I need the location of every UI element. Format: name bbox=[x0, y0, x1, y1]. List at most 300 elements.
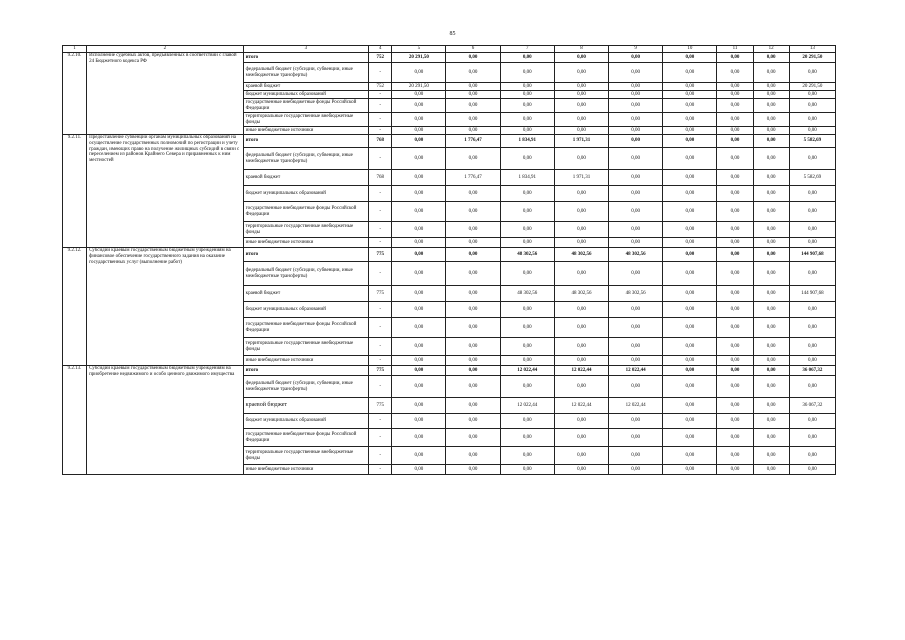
amount-cell: 0,00 bbox=[663, 356, 717, 366]
amount-cell: 0,00 bbox=[446, 63, 500, 83]
amount-cell: 0,00 bbox=[609, 356, 663, 366]
amount-cell: 0,00 bbox=[663, 447, 717, 465]
amount-cell: 0,00 bbox=[717, 318, 753, 338]
funding-source: территориальные государственные внебюджетные фонды bbox=[243, 222, 368, 238]
amount-cell: 1 834,91 bbox=[500, 135, 554, 148]
amount-cell: 0,00 bbox=[500, 356, 554, 366]
amount-cell: 0,00 bbox=[663, 135, 717, 148]
amount-cell: 0,00 bbox=[554, 83, 608, 91]
amount-cell: 0,00 bbox=[789, 338, 835, 356]
kbk-code: - bbox=[369, 465, 392, 475]
amount-cell: 0,00 bbox=[753, 127, 789, 135]
amount-cell: 0,00 bbox=[663, 318, 717, 338]
funding-source: иные внебюджетные источники bbox=[243, 127, 368, 135]
amount-cell: 0,00 bbox=[663, 248, 717, 262]
amount-cell: 0,00 bbox=[717, 99, 753, 113]
amount-cell: 0,00 bbox=[446, 318, 500, 338]
amount-cell: 0,00 bbox=[446, 447, 500, 465]
table-body bbox=[63, 46, 836, 475]
amount-cell: 0,00 bbox=[753, 170, 789, 186]
amount-cell: 0,00 bbox=[753, 447, 789, 465]
amount-cell: 0,00 bbox=[609, 238, 663, 248]
amount-cell: 0,00 bbox=[554, 338, 608, 356]
amount-cell: 5 582,69 bbox=[789, 170, 835, 186]
amount-cell: 0,00 bbox=[446, 465, 500, 475]
amount-cell: 0,00 bbox=[663, 366, 717, 376]
funding-source: иные внебюджетные источники bbox=[243, 356, 368, 366]
amount-cell: 0,00 bbox=[753, 429, 789, 447]
amount-cell: 0,00 bbox=[717, 113, 753, 127]
amount-cell: 0,00 bbox=[392, 135, 446, 148]
amount-cell: 0,00 bbox=[392, 248, 446, 262]
amount-cell: 0,00 bbox=[500, 53, 554, 63]
amount-cell: 0,00 bbox=[717, 302, 753, 318]
kbk-code: - bbox=[369, 376, 392, 398]
funding-source: итого bbox=[243, 248, 368, 262]
amount-cell: 0,00 bbox=[753, 202, 789, 222]
amount-cell: 1 776,47 bbox=[446, 170, 500, 186]
amount-cell: 0,00 bbox=[753, 148, 789, 170]
amount-cell: 0,00 bbox=[717, 83, 753, 91]
amount-cell: 0,00 bbox=[554, 465, 608, 475]
amount-cell: 0,00 bbox=[717, 202, 753, 222]
amount-cell: 0,00 bbox=[554, 148, 608, 170]
amount-cell: 0,00 bbox=[500, 465, 554, 475]
kbk-code: - bbox=[369, 262, 392, 286]
budget-table bbox=[62, 45, 836, 475]
amount-cell: 0,00 bbox=[392, 414, 446, 429]
amount-cell: 0,00 bbox=[753, 83, 789, 91]
amount-cell: 0,00 bbox=[663, 127, 717, 135]
amount-cell: 0,00 bbox=[500, 113, 554, 127]
amount-cell: 0,00 bbox=[392, 429, 446, 447]
amount-cell: 0,00 bbox=[717, 447, 753, 465]
kbk-code: - bbox=[369, 63, 392, 83]
kbk-code: - bbox=[369, 318, 392, 338]
amount-cell: 0,00 bbox=[789, 91, 835, 99]
amount-cell: 0,00 bbox=[609, 302, 663, 318]
funding-source: федеральный бюджет (субсидии, субвенции, иные межбюджетные трансферты) bbox=[243, 63, 368, 83]
amount-cell: 0,00 bbox=[446, 202, 500, 222]
amount-cell: 0,00 bbox=[717, 465, 753, 475]
amount-cell: 0,00 bbox=[392, 170, 446, 186]
amount-cell: 0,00 bbox=[500, 447, 554, 465]
amount-cell: 0,00 bbox=[663, 262, 717, 286]
amount-cell: 0,00 bbox=[554, 429, 608, 447]
amount-cell: 0,00 bbox=[446, 222, 500, 238]
amount-cell: 48 302,56 bbox=[609, 248, 663, 262]
amount-cell: 48 302,56 bbox=[609, 286, 663, 302]
amount-cell: 0,00 bbox=[446, 286, 500, 302]
amount-cell: 0,00 bbox=[753, 186, 789, 202]
amount-cell: 0,00 bbox=[789, 99, 835, 113]
amount-cell: 0,00 bbox=[717, 127, 753, 135]
funding-source: краевой бюджет bbox=[243, 170, 368, 186]
amount-cell: 0,00 bbox=[500, 414, 554, 429]
amount-cell: 0,00 bbox=[789, 465, 835, 475]
amount-cell: 0,00 bbox=[663, 99, 717, 113]
amount-cell: 0,00 bbox=[609, 376, 663, 398]
amount-cell: 0,00 bbox=[392, 186, 446, 202]
kbk-code: - bbox=[369, 302, 392, 318]
amount-cell: 0,00 bbox=[753, 366, 789, 376]
kbk-code: - bbox=[369, 429, 392, 447]
header-cell: 1 bbox=[63, 46, 87, 53]
amount-cell: 12 022,44 bbox=[609, 366, 663, 376]
kbk-code: - bbox=[369, 447, 392, 465]
amount-cell: 0,00 bbox=[609, 338, 663, 356]
amount-cell: 0,00 bbox=[554, 202, 608, 222]
page-number: 85 bbox=[449, 31, 456, 37]
amount-cell: 0,00 bbox=[753, 356, 789, 366]
amount-cell: 0,00 bbox=[717, 376, 753, 398]
amount-cell: 0,00 bbox=[753, 91, 789, 99]
header-cell: 3 bbox=[243, 46, 368, 53]
amount-cell: 0,00 bbox=[392, 222, 446, 238]
amount-cell: 0,00 bbox=[789, 262, 835, 286]
amount-cell: 0,00 bbox=[392, 302, 446, 318]
amount-cell: 0,00 bbox=[753, 222, 789, 238]
amount-cell: 0,00 bbox=[392, 113, 446, 127]
amount-cell: 0,00 bbox=[753, 414, 789, 429]
amount-cell: 0,00 bbox=[554, 63, 608, 83]
section-code: 9.2.10. bbox=[63, 53, 87, 135]
amount-cell: 0,00 bbox=[717, 53, 753, 63]
amount-cell: 0,00 bbox=[717, 398, 753, 414]
table-row bbox=[63, 248, 836, 262]
amount-cell: 0,00 bbox=[446, 83, 500, 91]
funding-source: государственные внебюджетные фонды Российской Федерации bbox=[243, 429, 368, 447]
amount-cell: 0,00 bbox=[392, 447, 446, 465]
amount-cell: 0,00 bbox=[446, 366, 500, 376]
amount-cell: 20 291,50 bbox=[392, 53, 446, 63]
amount-cell: 0,00 bbox=[609, 99, 663, 113]
amount-cell: 0,00 bbox=[500, 186, 554, 202]
funding-source: краевой бюджет bbox=[243, 83, 368, 91]
amount-cell: 0,00 bbox=[663, 414, 717, 429]
header-cell: 4 bbox=[369, 46, 392, 53]
amount-cell: 144 907,68 bbox=[789, 286, 835, 302]
amount-cell: 0,00 bbox=[753, 248, 789, 262]
funding-source: территориальные государственные внебюджетные фонды bbox=[243, 113, 368, 127]
amount-cell: 0,00 bbox=[609, 127, 663, 135]
amount-cell: 0,00 bbox=[789, 238, 835, 248]
kbk-code: - bbox=[369, 238, 392, 248]
amount-cell: 5 582,69 bbox=[789, 135, 835, 148]
amount-cell: 0,00 bbox=[717, 414, 753, 429]
funding-source: краевой бюджет bbox=[243, 286, 368, 302]
funding-source: территориальные государственные внебюджетные фонды bbox=[243, 338, 368, 356]
funding-source: иные внебюджетные источники bbox=[243, 465, 368, 475]
amount-cell: 0,00 bbox=[789, 222, 835, 238]
amount-cell: 0,00 bbox=[609, 262, 663, 286]
amount-cell: 0,00 bbox=[392, 262, 446, 286]
funding-source: бюджет муниципальных образований bbox=[243, 91, 368, 99]
header-cell: 7 bbox=[500, 46, 554, 53]
amount-cell: 0,00 bbox=[392, 398, 446, 414]
amount-cell: 0,00 bbox=[392, 63, 446, 83]
amount-cell: 0,00 bbox=[609, 83, 663, 91]
amount-cell: 0,00 bbox=[663, 202, 717, 222]
funding-source: итого bbox=[243, 53, 368, 63]
amount-cell: 36 067,32 bbox=[789, 366, 835, 376]
amount-cell: 0,00 bbox=[392, 202, 446, 222]
header-cell: 8 bbox=[554, 46, 608, 53]
funding-source: краевой бюджет bbox=[243, 398, 368, 414]
amount-cell: 0,00 bbox=[609, 202, 663, 222]
amount-cell: 0,00 bbox=[717, 262, 753, 286]
amount-cell: 0,00 bbox=[392, 376, 446, 398]
amount-cell: 0,00 bbox=[554, 222, 608, 238]
amount-cell: 0,00 bbox=[753, 135, 789, 148]
amount-cell: 0,00 bbox=[500, 238, 554, 248]
amount-cell: 12 022,44 bbox=[554, 398, 608, 414]
amount-cell: 0,00 bbox=[554, 376, 608, 398]
amount-cell: 0,00 bbox=[554, 414, 608, 429]
amount-cell: 0,00 bbox=[663, 113, 717, 127]
amount-cell: 0,00 bbox=[446, 99, 500, 113]
amount-cell: 0,00 bbox=[663, 186, 717, 202]
amount-cell: 0,00 bbox=[609, 186, 663, 202]
amount-cell: 0,00 bbox=[446, 302, 500, 318]
amount-cell: 0,00 bbox=[500, 99, 554, 113]
amount-cell: 0,00 bbox=[753, 262, 789, 286]
amount-cell: 0,00 bbox=[554, 262, 608, 286]
amount-cell: 0,00 bbox=[500, 148, 554, 170]
amount-cell: 0,00 bbox=[392, 356, 446, 366]
amount-cell: 0,00 bbox=[609, 91, 663, 99]
kbk-code: - bbox=[369, 186, 392, 202]
amount-cell: 0,00 bbox=[753, 63, 789, 83]
amount-cell: 0,00 bbox=[789, 376, 835, 398]
kbk-code: - bbox=[369, 99, 392, 113]
amount-cell: 0,00 bbox=[446, 262, 500, 286]
amount-cell: 0,00 bbox=[663, 238, 717, 248]
amount-cell: 0,00 bbox=[500, 202, 554, 222]
header-cell: 2 bbox=[87, 46, 244, 53]
amount-cell: 0,00 bbox=[609, 447, 663, 465]
kbk-code: 775 bbox=[369, 286, 392, 302]
amount-cell: 0,00 bbox=[663, 53, 717, 63]
funding-source: итого bbox=[243, 135, 368, 148]
amount-cell: 0,00 bbox=[753, 99, 789, 113]
amount-cell: 0,00 bbox=[753, 53, 789, 63]
amount-cell: 0,00 bbox=[554, 113, 608, 127]
amount-cell: 0,00 bbox=[554, 238, 608, 248]
header-cell: 13 bbox=[789, 46, 835, 53]
amount-cell: 0,00 bbox=[717, 429, 753, 447]
amount-cell: 0,00 bbox=[446, 91, 500, 99]
amount-cell: 1 971,31 bbox=[554, 170, 608, 186]
amount-cell: 0,00 bbox=[392, 465, 446, 475]
amount-cell: 0,00 bbox=[717, 170, 753, 186]
amount-cell: 1 776,47 bbox=[446, 135, 500, 148]
header-cell: 6 bbox=[446, 46, 500, 53]
section-title: Субсидии краевым государственным бюджетным учреждениям на финансовое обеспечение государственного задания на оказание государственных услуг (выполнение работ) bbox=[87, 248, 244, 366]
table-row bbox=[63, 366, 836, 376]
funding-source: бюджет муниципальных образований bbox=[243, 414, 368, 429]
amount-cell: 0,00 bbox=[789, 148, 835, 170]
kbk-code: 775 bbox=[369, 248, 392, 262]
amount-cell: 0,00 bbox=[663, 465, 717, 475]
amount-cell: 0,00 bbox=[446, 186, 500, 202]
amount-cell: 0,00 bbox=[609, 222, 663, 238]
amount-cell: 0,00 bbox=[753, 318, 789, 338]
amount-cell: 48 302,56 bbox=[500, 248, 554, 262]
amount-cell: 0,00 bbox=[753, 286, 789, 302]
amount-cell: 0,00 bbox=[717, 135, 753, 148]
amount-cell: 20 291,50 bbox=[789, 83, 835, 91]
amount-cell: 0,00 bbox=[609, 148, 663, 170]
amount-cell: 12 022,44 bbox=[609, 398, 663, 414]
funding-source: итого bbox=[243, 366, 368, 376]
amount-cell: 0,00 bbox=[500, 262, 554, 286]
amount-cell: 0,00 bbox=[609, 414, 663, 429]
amount-cell: 0,00 bbox=[789, 63, 835, 83]
amount-cell: 0,00 bbox=[392, 91, 446, 99]
amount-cell: 0,00 bbox=[789, 127, 835, 135]
amount-cell: 0,00 bbox=[717, 222, 753, 238]
amount-cell: 12 022,44 bbox=[554, 366, 608, 376]
section-code: 9.2.13. bbox=[63, 366, 87, 475]
amount-cell: 12 022,44 bbox=[500, 366, 554, 376]
amount-cell: 0,00 bbox=[789, 356, 835, 366]
amount-cell: 0,00 bbox=[789, 202, 835, 222]
amount-cell: 0,00 bbox=[446, 113, 500, 127]
amount-cell: 0,00 bbox=[554, 127, 608, 135]
amount-cell: 0,00 bbox=[609, 465, 663, 475]
kbk-code: 775 bbox=[369, 398, 392, 414]
amount-cell: 0,00 bbox=[500, 302, 554, 318]
kbk-code: 775 bbox=[369, 366, 392, 376]
kbk-code: - bbox=[369, 222, 392, 238]
amount-cell: 0,00 bbox=[663, 286, 717, 302]
amount-cell: 0,00 bbox=[500, 318, 554, 338]
amount-cell: 0,00 bbox=[446, 53, 500, 63]
funding-source: федеральный бюджет (субсидии, субвенции, иные межбюджетные трансферты) bbox=[243, 262, 368, 286]
funding-source: федеральный бюджет (субсидии, субвенции, иные межбюджетные трансферты) bbox=[243, 148, 368, 170]
funding-source: государственные внебюджетные фонды Российской Федерации bbox=[243, 318, 368, 338]
amount-cell: 0,00 bbox=[392, 99, 446, 113]
header-cell: 5 bbox=[392, 46, 446, 53]
kbk-code: - bbox=[369, 338, 392, 356]
amount-cell: 0,00 bbox=[609, 63, 663, 83]
amount-cell: 48 302,56 bbox=[554, 248, 608, 262]
amount-cell: 0,00 bbox=[392, 318, 446, 338]
amount-cell: 48 302,56 bbox=[554, 286, 608, 302]
amount-cell: 0,00 bbox=[500, 91, 554, 99]
amount-cell: 0,00 bbox=[753, 376, 789, 398]
funding-source: иные внебюджетные источники bbox=[243, 238, 368, 248]
amount-cell: 0,00 bbox=[789, 302, 835, 318]
amount-cell: 0,00 bbox=[500, 127, 554, 135]
header-cell: 10 bbox=[663, 46, 717, 53]
section-title: Субсидии краевым государственным бюджетным учреждениям на приобретение недвижимого и особо ценного движимого имущества bbox=[87, 366, 244, 475]
amount-cell: 0,00 bbox=[663, 91, 717, 99]
amount-cell: 0,00 bbox=[554, 53, 608, 63]
kbk-code: - bbox=[369, 91, 392, 99]
kbk-code: - bbox=[369, 127, 392, 135]
amount-cell: 1 834,91 bbox=[500, 170, 554, 186]
amount-cell: 0,00 bbox=[717, 63, 753, 83]
amount-cell: 0,00 bbox=[392, 338, 446, 356]
amount-cell: 0,00 bbox=[717, 186, 753, 202]
amount-cell: 0,00 bbox=[717, 366, 753, 376]
kbk-code: - bbox=[369, 202, 392, 222]
funding-source: государственные внебюджетные фонды Российской Федерации bbox=[243, 202, 368, 222]
amount-cell: 0,00 bbox=[663, 148, 717, 170]
section-code: 9.2.12. bbox=[63, 248, 87, 366]
amount-cell: 0,00 bbox=[717, 286, 753, 302]
funding-source: территориальные государственные внебюджетные фонды bbox=[243, 447, 368, 465]
kbk-code: 752 bbox=[369, 83, 392, 91]
amount-cell: 0,00 bbox=[663, 338, 717, 356]
amount-cell: 0,00 bbox=[554, 447, 608, 465]
amount-cell: 0,00 bbox=[446, 127, 500, 135]
amount-cell: 0,00 bbox=[753, 398, 789, 414]
amount-cell: 0,00 bbox=[663, 222, 717, 238]
amount-cell: 0,00 bbox=[554, 356, 608, 366]
amount-cell: 0,00 bbox=[446, 248, 500, 262]
amount-cell: 0,00 bbox=[446, 398, 500, 414]
section-title: Исполнение судебных актов, предъявленных в соответствии с главой 24 Бюджетного кодекса РФ bbox=[87, 53, 244, 135]
amount-cell: 0,00 bbox=[392, 148, 446, 170]
amount-cell: 0,00 bbox=[789, 447, 835, 465]
amount-cell: 0,00 bbox=[789, 113, 835, 127]
kbk-code: 752 bbox=[369, 53, 392, 63]
amount-cell: 0,00 bbox=[717, 338, 753, 356]
amount-cell: 0,00 bbox=[446, 148, 500, 170]
amount-cell: 0,00 bbox=[554, 99, 608, 113]
amount-cell: 0,00 bbox=[500, 222, 554, 238]
amount-cell: 0,00 bbox=[663, 376, 717, 398]
amount-cell: 48 302,56 bbox=[500, 286, 554, 302]
amount-cell: 0,00 bbox=[663, 170, 717, 186]
amount-cell: 0,00 bbox=[500, 338, 554, 356]
amount-cell: 0,00 bbox=[609, 170, 663, 186]
amount-cell: 0,00 bbox=[392, 127, 446, 135]
amount-cell: 0,00 bbox=[500, 376, 554, 398]
header-cell: 11 bbox=[717, 46, 753, 53]
funding-source: бюджет муниципальных образований bbox=[243, 186, 368, 202]
amount-cell: 0,00 bbox=[663, 83, 717, 91]
amount-cell: 0,00 bbox=[753, 338, 789, 356]
amount-cell: 0,00 bbox=[609, 53, 663, 63]
amount-cell: 0,00 bbox=[446, 238, 500, 248]
amount-cell: 0,00 bbox=[609, 135, 663, 148]
amount-cell: 0,00 bbox=[789, 186, 835, 202]
amount-cell: 0,00 bbox=[554, 302, 608, 318]
amount-cell: 1 971,31 bbox=[554, 135, 608, 148]
amount-cell: 0,00 bbox=[554, 91, 608, 99]
amount-cell: 0,00 bbox=[717, 248, 753, 262]
amount-cell: 0,00 bbox=[789, 414, 835, 429]
header-cell: 9 bbox=[609, 46, 663, 53]
amount-cell: 0,00 bbox=[500, 63, 554, 83]
funding-source: федеральный бюджет (субсидии, субвенции, иные межбюджетные трансферты) bbox=[243, 376, 368, 398]
amount-cell: 0,00 bbox=[392, 238, 446, 248]
amount-cell: 0,00 bbox=[554, 186, 608, 202]
amount-cell: 0,00 bbox=[446, 356, 500, 366]
kbk-code: - bbox=[369, 414, 392, 429]
kbk-code: 768 bbox=[369, 170, 392, 186]
amount-cell: 20 291,50 bbox=[392, 83, 446, 91]
amount-cell: 0,00 bbox=[663, 302, 717, 318]
kbk-code: - bbox=[369, 356, 392, 366]
table-row bbox=[63, 53, 836, 63]
amount-cell: 36 067,32 bbox=[789, 398, 835, 414]
amount-cell: 0,00 bbox=[609, 113, 663, 127]
